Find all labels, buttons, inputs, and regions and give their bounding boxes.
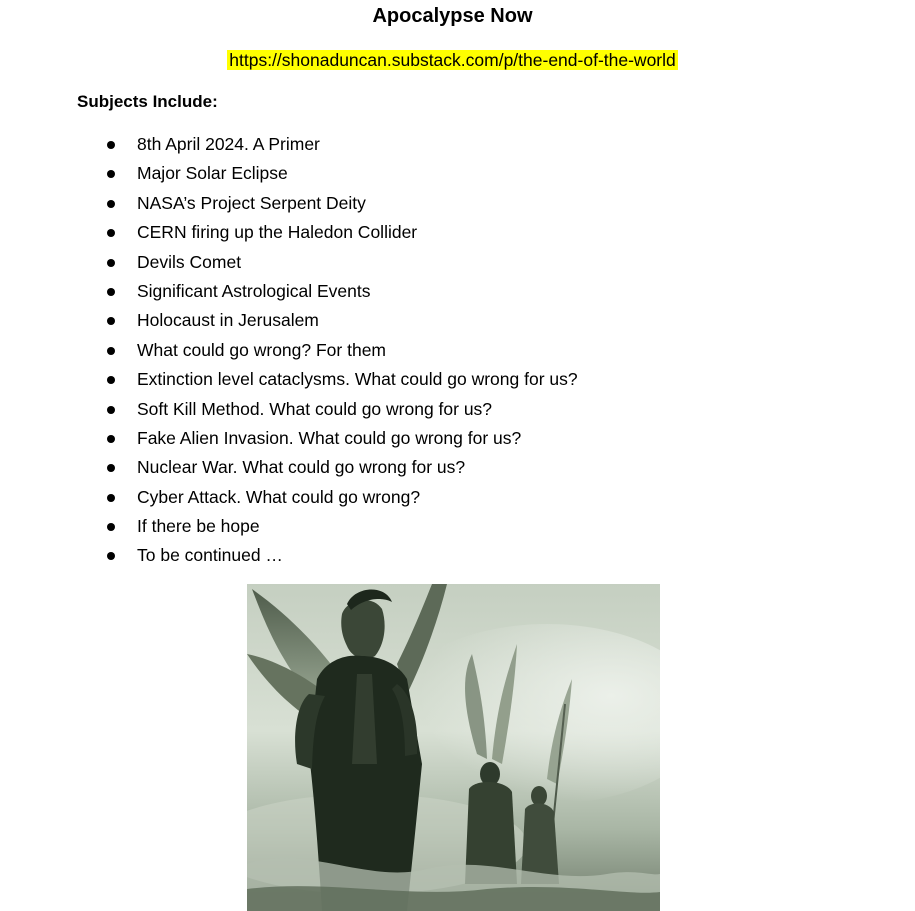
winged-warriors-picture bbox=[247, 584, 660, 911]
bullet-icon bbox=[107, 259, 115, 267]
article-link[interactable]: https://shonaduncan.substack.com/p/the-end-of-the-world bbox=[229, 50, 676, 70]
list-item-text: CERN firing up the Haledon Collider bbox=[137, 222, 418, 243]
warrior-illustration bbox=[247, 584, 660, 911]
subjects-heading: Subjects Include: bbox=[77, 92, 218, 111]
list-item-text: Extinction level cataclysms. What could go wrong for us? bbox=[137, 369, 578, 390]
list-item-text: To be continued … bbox=[137, 545, 283, 566]
list-item-text: Devils Comet bbox=[137, 251, 242, 272]
bullet-icon bbox=[107, 229, 115, 237]
list-item-text: Cyber Attack. What could go wrong? bbox=[137, 486, 421, 507]
bullet-icon bbox=[107, 170, 115, 178]
document-title: Apocalypse Now bbox=[372, 5, 533, 27]
list-item-text: Holocaust in Jerusalem bbox=[137, 310, 319, 331]
list-item-text: Fake Alien Invasion. What could go wrong for us? bbox=[137, 427, 522, 448]
bullet-icon bbox=[107, 464, 115, 472]
list-item-text: Major Solar Eclipse bbox=[137, 163, 288, 184]
list-item-text: What could go wrong? For them bbox=[137, 339, 387, 360]
list-item-text: 8th April 2024. A Primer bbox=[137, 134, 320, 154]
list-item-text: Soft Kill Method. What could go wrong for us? bbox=[137, 398, 493, 419]
bullet-icon bbox=[107, 435, 115, 443]
list-item-text: NASA’s Project Serpent Deity bbox=[137, 192, 366, 213]
bullet-icon bbox=[107, 200, 115, 208]
bullet-icon bbox=[107, 523, 115, 531]
list-item-text: Nuclear War. What could go wrong for us? bbox=[137, 457, 466, 478]
bullet-icon bbox=[107, 347, 115, 355]
bullet-icon bbox=[107, 552, 115, 560]
bullet-icon bbox=[107, 317, 115, 325]
bullet-icon bbox=[107, 288, 115, 296]
bullet-icon bbox=[107, 141, 115, 149]
list-item-text: Significant Astrological Events bbox=[137, 280, 371, 301]
bullet-icon bbox=[107, 376, 115, 384]
bullet-icon bbox=[107, 494, 115, 502]
link-line bbox=[0, 48, 905, 72]
bullet-icon bbox=[107, 406, 115, 414]
list-item-text: If there be hope bbox=[137, 516, 260, 537]
